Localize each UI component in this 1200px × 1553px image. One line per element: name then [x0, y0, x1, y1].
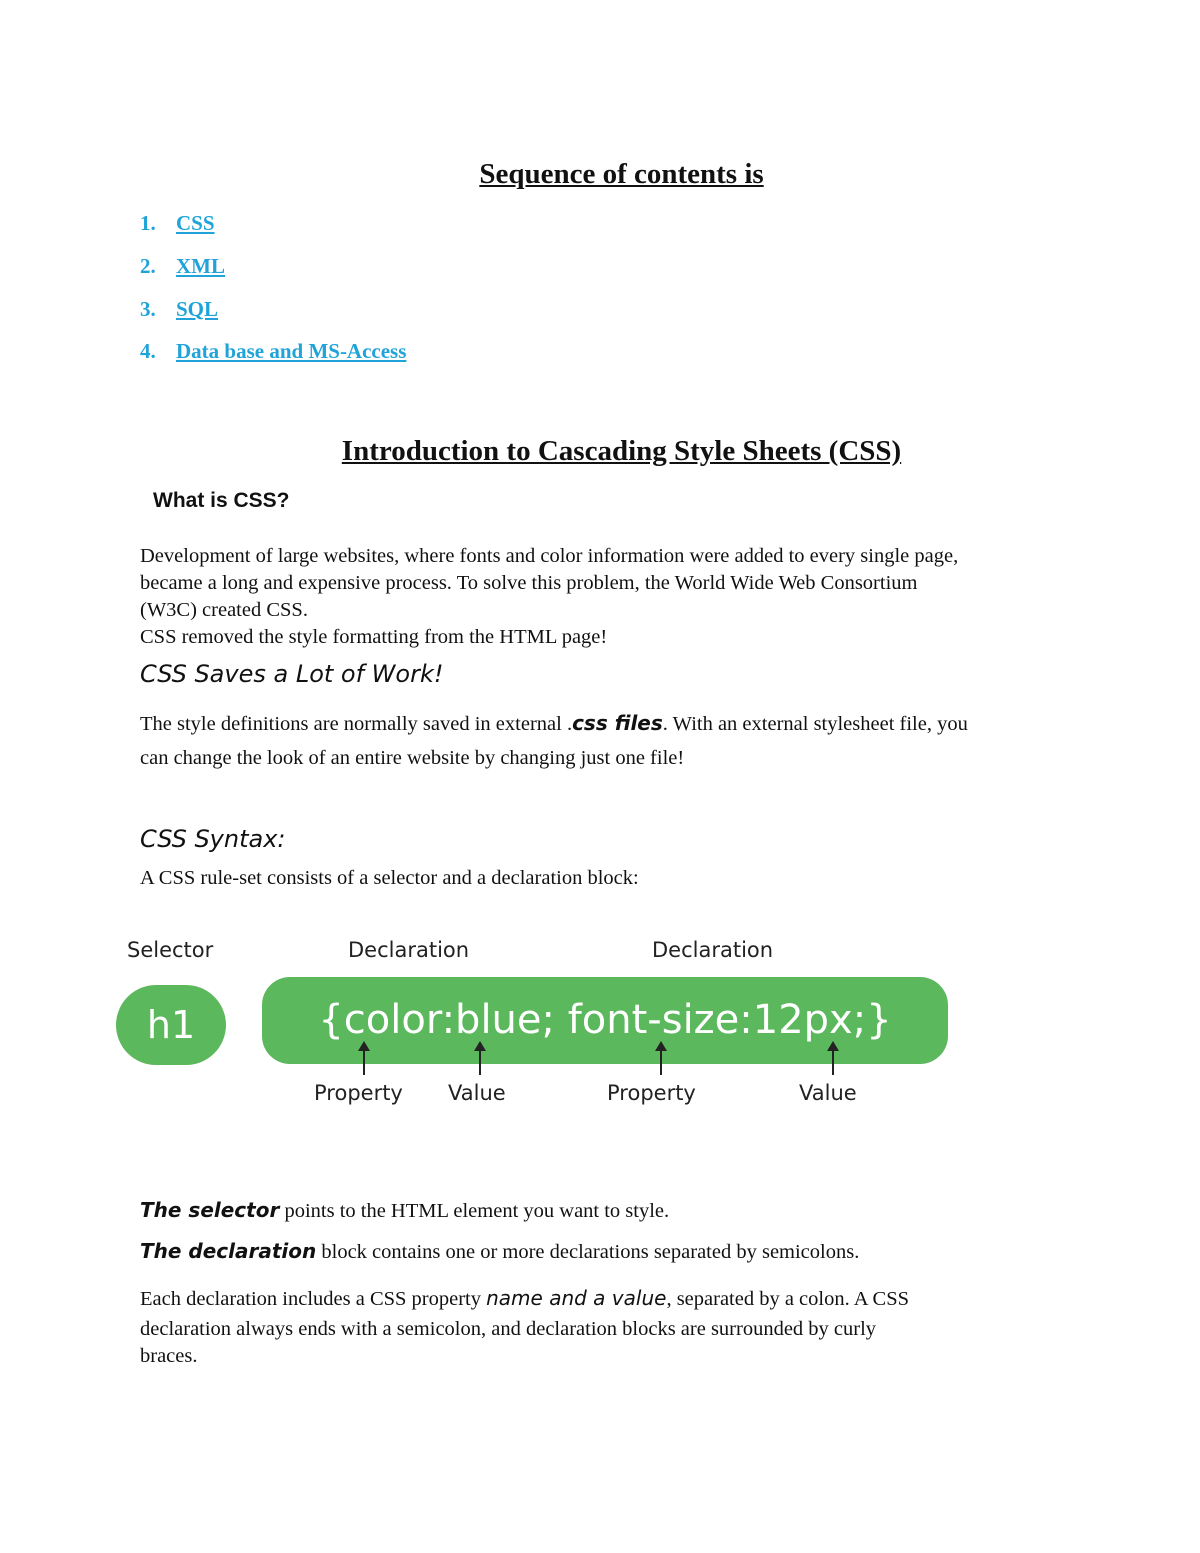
- arrow-up-icon: [479, 1049, 481, 1075]
- each-text: Each declaration includes a CSS property: [140, 1288, 487, 1310]
- selector-explanation: [140, 1197, 1100, 1225]
- toc-link-css[interactable]: CSS: [176, 211, 215, 235]
- intro-title: Introduction to Cascading Style Sheets (CSS): [341, 435, 902, 467]
- saves-text: The style definitions are normally saved in external .: [140, 713, 573, 735]
- selector-emphasis: The selector: [140, 1198, 280, 1222]
- intro-line: Development of large websites, where fonts and color information were added to every single page,: [140, 545, 959, 567]
- each-line: declaration always ends with a semicolon, and declaration blocks are surrounded by curly: [140, 1318, 877, 1340]
- saves-heading: CSS Saves a Lot of Work!: [140, 660, 444, 688]
- label-declaration: Declaration: [652, 938, 774, 962]
- each-declaration-paragraph: [140, 1281, 1100, 1370]
- selector-pill: h1: [116, 985, 226, 1065]
- syntax-description: A CSS rule-set consists of a selector and a declaration block:: [140, 867, 639, 889]
- each-line: braces.: [140, 1345, 198, 1367]
- toc-link-database[interactable]: Data base and MS-Access: [176, 339, 407, 363]
- label-selector: Selector: [127, 938, 214, 962]
- toc-number: 2.: [140, 254, 156, 278]
- saves-text: . With an external stylesheet file, you: [662, 713, 968, 735]
- toc-number: 1.: [140, 211, 156, 235]
- name-value-emphasis: name and a value: [486, 1286, 667, 1310]
- each-line: [140, 1281, 1100, 1316]
- each-text: , separated by a colon. A CSS: [666, 1288, 909, 1310]
- toc-link-xml[interactable]: XML: [176, 254, 225, 278]
- saves-line: can change the look of an entire website by changing just one file!: [140, 747, 685, 769]
- what-is-css-heading: What is CSS?: [153, 489, 290, 512]
- arrow-up-icon: [832, 1049, 834, 1075]
- toc-title: Sequence of contents is: [479, 158, 764, 190]
- arrow-up-icon: [660, 1049, 662, 1075]
- toc-number: 3.: [140, 297, 156, 321]
- declaration-pill: {color:blue; font-size:12px;}: [262, 977, 948, 1064]
- css-files-emphasis: css files: [572, 711, 663, 735]
- declaration-emphasis: The declaration: [140, 1239, 317, 1263]
- label-value: Value: [448, 1081, 506, 1105]
- selector-text: points to the HTML element you want to style.: [279, 1200, 670, 1222]
- syntax-heading: CSS Syntax:: [140, 825, 286, 853]
- declaration-text: block contains one or more declarations separated by semicolons.: [316, 1241, 860, 1263]
- intro-line: became a long and expensive process. To solve this problem, the World Wide Web Consortium: [140, 572, 918, 594]
- intro-line: (W3C) created CSS.: [140, 599, 308, 621]
- toc-number: 4.: [140, 339, 156, 363]
- arrow-up-icon: [363, 1049, 365, 1075]
- label-property: Property: [314, 1081, 403, 1105]
- intro-line: CSS removed the style formatting from the HTML page!: [140, 626, 608, 648]
- declaration-explanation: [140, 1238, 1100, 1266]
- label-property: Property: [607, 1081, 696, 1105]
- label-declaration: Declaration: [348, 938, 470, 962]
- toc-link-sql[interactable]: SQL: [176, 297, 219, 321]
- label-value: Value: [799, 1081, 857, 1105]
